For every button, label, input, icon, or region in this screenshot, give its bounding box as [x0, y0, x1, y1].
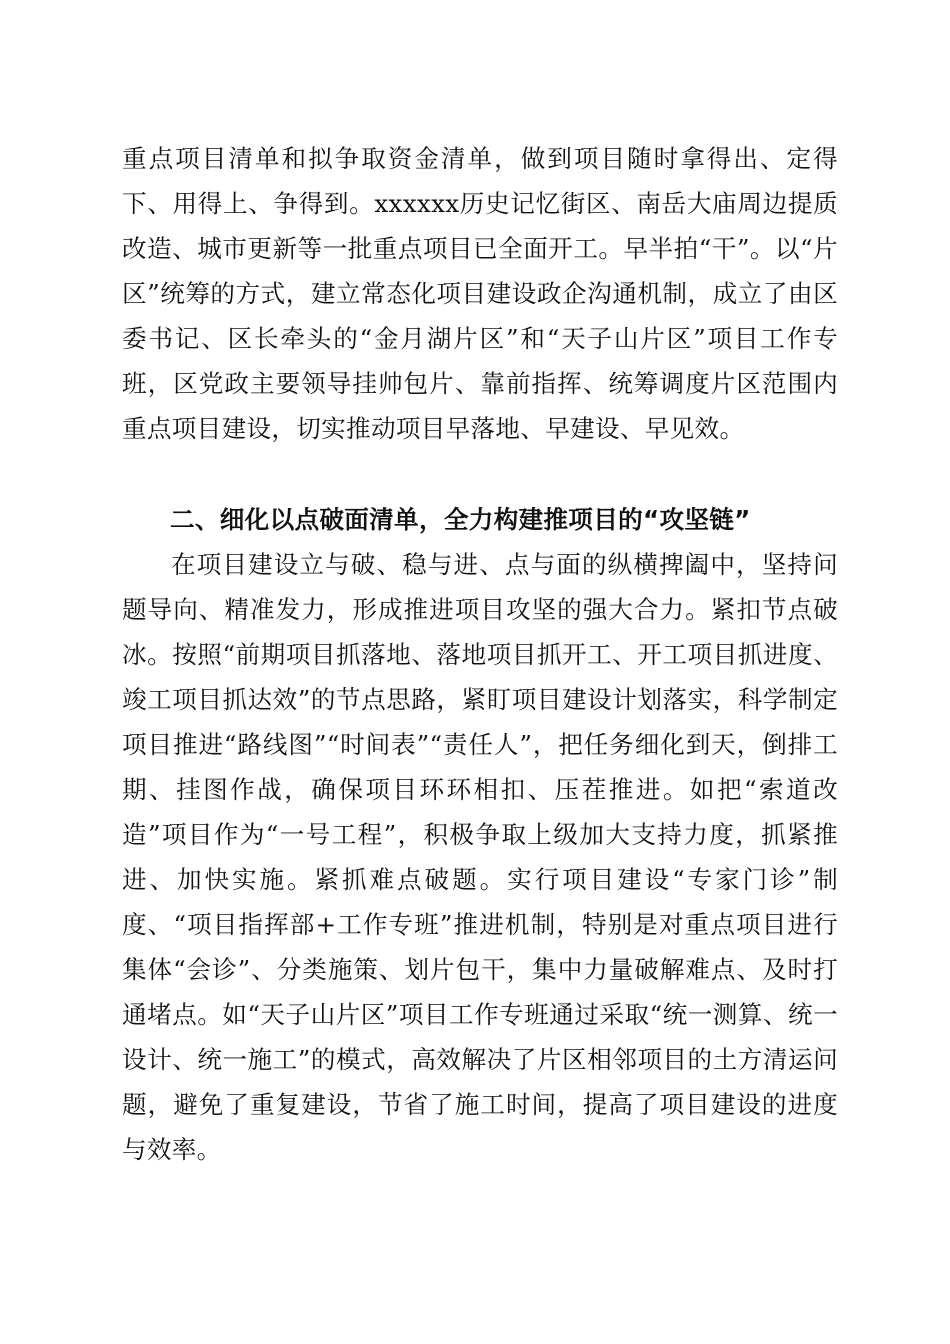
body-paragraph-1: 重点项目清单和拟争取资金清单，做到项目随时拿得出、定得下、用得上、争得到。xxxxxx历史记忆街区、南岳大庙周边提质改造、城市更新等一批重点项目已全面开工。早半拍“干”。以“片区”统筹的方式，建立常态化项目建设政企沟通机制，成立了由区委书记、区长牵头的“金月湖片区”和“天子山片区”项目工作专班，区党政主要领导挂帅包片、靠前指挥、统筹调度片区范围内重点项目建设，切实推动项目早落地、早建设、早见效。	[122, 144, 838, 443]
section-heading: 二、细化以点破面清单，全力构建推项目的“攻坚链”	[170, 505, 751, 534]
body-paragraph-2: 在项目建设立与破、稳与进、点与面的纵横捭阖中，坚持问题导向、精准发力，形成推进项目攻坚的强大合力。紧扣节点破冰。按照“前期项目抓落地、落地项目抓开工、开工项目抓进度、竣工项目抓达效”的节点思路，紧盯项目建设计划落实，科学制定项目推进“路线图”“时间表”“责任人”，把任务细化到天，倒排工期、挂图作战，确保项目环环相扣、压茬推进。如把“索道改造”项目作为“一号工程”，积极争取上级加大支持力度，抓紧推进、加快实施。紧抓难点破题。实行项目建设“专家门诊”制度、“项目指挥部+工作专班”推进机制，特别是对重点项目进行集体“会诊”、分类施策、划片包干，集中力量破解难点、及时打通堵点。如“天子山片区”项目工作专班通过采取“统一测算、统一设计、统一施工”的模式，高效解决了片区相邻项目的土方清运问题，避免了重复建设，节省了施工时间，提高了项目建设的进度与效率。	[122, 550, 838, 1164]
